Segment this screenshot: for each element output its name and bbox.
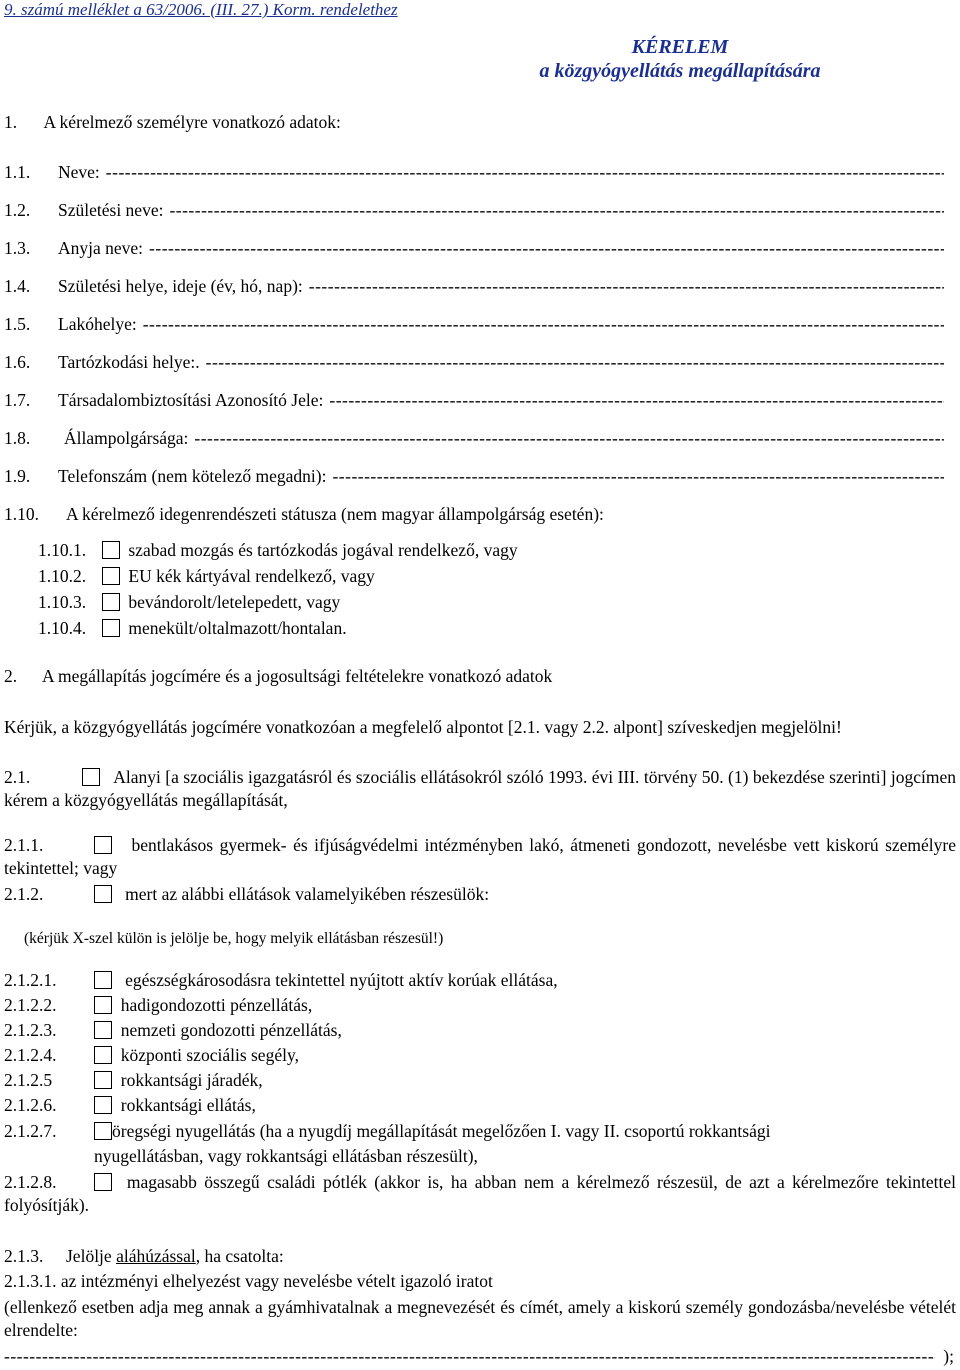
field-num: 1.9. <box>4 466 31 486</box>
p21-text: Alanyi [a szociális igazgatásról és szociális ellátásokról szóló 1993. évi III. törvény 50. (1) bekezdése szerinti] jogcímen kérem a közgyógyellátás megállapítását, <box>4 767 957 810</box>
section2-heading <box>4 666 552 687</box>
status-option[interactable] <box>38 540 518 561</box>
fill-line[interactable] <box>309 276 944 297</box>
checkbox[interactable] <box>94 885 112 903</box>
checkbox[interactable] <box>94 1021 112 1039</box>
field-label: Telefonszám (nem kötelező megadni): <box>58 466 327 486</box>
status-option[interactable] <box>38 592 340 613</box>
paragraph-2-1[interactable] <box>4 766 956 812</box>
benefit-row[interactable] <box>4 970 558 991</box>
section2-label: A megállapítás jogcímére és a jogosultsági feltételekre vonatkozó adatok <box>42 666 553 686</box>
field-num: 1.6. <box>4 352 31 372</box>
status-label: A kérelmező idegenrendészeti státusza (nem magyar állampolgárság esetén): <box>66 504 604 524</box>
benefit-label: központi szociális segély, <box>120 1045 299 1065</box>
section1-heading <box>4 112 341 133</box>
p21-num: 2.1. <box>4 767 31 787</box>
guardianship-fill-row[interactable] <box>4 1346 954 1367</box>
field-row-mother-name[interactable] <box>4 238 944 259</box>
p213-underlined: aláhúzással <box>116 1246 196 1266</box>
fill-line[interactable] <box>206 352 944 373</box>
benefit-num: 2.1.2.6. <box>4 1095 57 1115</box>
option-num: 1.10.4. <box>38 618 87 638</box>
benefit-row[interactable] <box>4 1095 256 1116</box>
status-num: 1.10. <box>4 504 39 524</box>
benefit-label: rokkantsági járadék, <box>120 1070 263 1090</box>
benefit-num: 2.1.2.8. <box>4 1172 57 1192</box>
status-option[interactable] <box>38 618 347 639</box>
benefit-num: 2.1.2.3. <box>4 1020 57 1040</box>
option-label: bevándorolt/letelepedett, vagy <box>128 592 341 612</box>
benefit-num: 2.1.2.4. <box>4 1045 57 1065</box>
benefit-label: hadigondozotti pénzellátás, <box>120 995 313 1015</box>
checkbox[interactable] <box>94 836 112 854</box>
benefit-label: egészségkárosodásra tekintettel nyújtott aktív korúak ellátása, <box>125 970 558 990</box>
status-heading <box>4 504 604 525</box>
field-label: Születési neve: <box>58 200 164 220</box>
benefit-num: 2.1.2.5 <box>4 1070 53 1090</box>
p212-text: mert az alábbi ellátások valamelyikében részesülök: <box>125 884 490 904</box>
fill-line[interactable] <box>4 1346 935 1367</box>
checkbox[interactable] <box>102 541 120 559</box>
field-num: 1.3. <box>4 238 31 258</box>
p213-pre: Jelölje <box>66 1246 117 1266</box>
benefit-label: magasabb összegű családi pótlék (akkor is, ha abban nem a kérelmező részesül, de azt a kérelmezőre tekintettel folyósítják). <box>4 1172 957 1215</box>
field-row-residence[interactable] <box>4 314 944 335</box>
p213-num: 2.1.3. <box>4 1246 44 1266</box>
checkbox[interactable] <box>94 996 112 1014</box>
field-label: Neve: <box>58 162 100 182</box>
closing-mark: ); <box>943 1346 954 1366</box>
paragraph-2-1-1[interactable] <box>4 834 956 880</box>
fill-line[interactable] <box>329 390 944 411</box>
field-num: 1.1. <box>4 162 31 182</box>
section2-num: 2. <box>4 666 18 686</box>
benefit-row[interactable] <box>4 1070 263 1091</box>
benefit-num: 2.1.2.7. <box>4 1121 57 1141</box>
fill-line[interactable] <box>143 314 944 335</box>
p2131-num: 2.1.3.1. <box>4 1271 57 1291</box>
benefit-label: nemzeti gondozotti pénzellátás, <box>120 1020 342 1040</box>
benefit-row-family-allowance[interactable] <box>4 1171 956 1217</box>
p2131-text: az intézményi elhelyezést vagy nevelésbe vételt igazoló iratot <box>60 1271 493 1291</box>
benefit-row[interactable] <box>4 1020 342 1041</box>
field-row-birth-place-date[interactable] <box>4 276 944 297</box>
p212-num: 2.1.2. <box>4 884 44 904</box>
checkbox[interactable] <box>94 1046 112 1064</box>
field-num: 1.7. <box>4 390 31 410</box>
benefit-row[interactable] <box>4 995 312 1016</box>
field-label: Társadalombiztosítási Azonosító Jele: <box>58 390 324 410</box>
fill-line[interactable] <box>169 200 944 221</box>
checkbox[interactable] <box>94 971 112 989</box>
option-label: EU kék kártyával rendelkező, vagy <box>128 566 375 586</box>
fill-line[interactable] <box>194 428 944 449</box>
instruction-note: (kérjük X-szel külön is jelölje be, hogy melyik ellátásban részesül!) <box>24 930 444 947</box>
checkbox[interactable] <box>94 1122 112 1140</box>
benefit-label-continued: nyugellátásban, vagy rokkantsági ellátásban részesült), <box>94 1146 478 1166</box>
checkbox[interactable] <box>94 1173 112 1191</box>
field-row-taj[interactable] <box>4 390 944 411</box>
field-label: Születési helye, ideje (év, hó, nap): <box>58 276 303 296</box>
section1-label: A kérelmező személyre vonatkozó adatok: <box>43 112 341 132</box>
field-row-name[interactable] <box>4 162 944 183</box>
benefit-label: öregségi nyugellátás (ha a nyugdíj megállapítását megelőzően I. vagy II. csoportú rokkantsági <box>112 1121 771 1141</box>
fill-line[interactable] <box>332 466 944 487</box>
field-num: 1.8. <box>4 428 31 448</box>
p211-text: bentlakásos gyermek- és ifjúságvédelmi intézményben lakó, átmeneti gondozott, nevelésbe vett kiskorú személyre tekintettel; vagy <box>4 835 956 878</box>
checkbox[interactable] <box>94 1096 112 1114</box>
field-label: Állampolgársága: <box>64 428 189 448</box>
form-title: KÉRELEM <box>631 36 729 58</box>
field-label: Anyja neve: <box>58 238 144 258</box>
field-row-stay-place[interactable] <box>4 352 944 373</box>
section1-num: 1. <box>4 112 18 132</box>
option-num: 1.10.3. <box>38 592 87 612</box>
field-num: 1.2. <box>4 200 31 220</box>
guardianship-note: (ellenkező esetben adja meg annak a gyámhivatalnak a megnevezését és címét, amely a kiskorú személy gondozásba/nevelésbe vételét elrendelte: <box>4 1297 956 1340</box>
benefit-num: 2.1.2.1. <box>4 970 57 990</box>
checkbox[interactable] <box>102 619 120 637</box>
p213-post: , ha csatolta: <box>195 1246 284 1266</box>
field-num: 1.4. <box>4 276 31 296</box>
field-label: Lakóhelye: <box>58 314 137 334</box>
benefit-row-old-age[interactable] <box>4 1121 770 1142</box>
field-num: 1.5. <box>4 314 31 334</box>
field-row-citizenship[interactable] <box>4 428 944 449</box>
fill-line[interactable] <box>149 238 944 259</box>
status-option[interactable] <box>38 566 375 587</box>
paragraph-2-1-2[interactable] <box>4 884 489 905</box>
p211-num: 2.1.1. <box>4 835 44 855</box>
checkbox[interactable] <box>102 567 120 585</box>
benefit-row[interactable] <box>4 1045 299 1066</box>
option-num: 1.10.1. <box>38 540 87 560</box>
benefit-num: 2.1.2.2. <box>4 995 57 1015</box>
paragraph-2-1-3-1 <box>4 1271 493 1292</box>
checkbox[interactable] <box>102 593 120 611</box>
option-label: szabad mozgás és tartózkodás jogával rendelkező, vagy <box>128 540 518 560</box>
intro-text: Kérjük, a közgyógyellátás jogcímére vonatkozóan a megfelelő alpontot [2.1. vagy 2.2. alpont] szíveskedjen megjelölni! <box>4 717 842 737</box>
header-reference[interactable]: 9. számú melléklet a 63/2006. (III. 27.) Korm. rendelethez <box>4 0 398 19</box>
option-label: menekült/oltalmazott/hontalan. <box>128 618 347 638</box>
benefit-label: rokkantsági ellátás, <box>120 1095 256 1115</box>
field-label: Tartózkodási helye:. <box>58 352 200 372</box>
option-num: 1.10.2. <box>38 566 87 586</box>
field-row-birth-name[interactable] <box>4 200 944 221</box>
paragraph-2-1-3 <box>4 1246 284 1267</box>
fill-line[interactable] <box>106 162 944 183</box>
checkbox[interactable] <box>94 1071 112 1089</box>
checkbox[interactable] <box>82 768 100 786</box>
form-subtitle: a közgyógyellátás megállapítására <box>539 60 821 82</box>
field-row-phone[interactable] <box>4 466 944 487</box>
